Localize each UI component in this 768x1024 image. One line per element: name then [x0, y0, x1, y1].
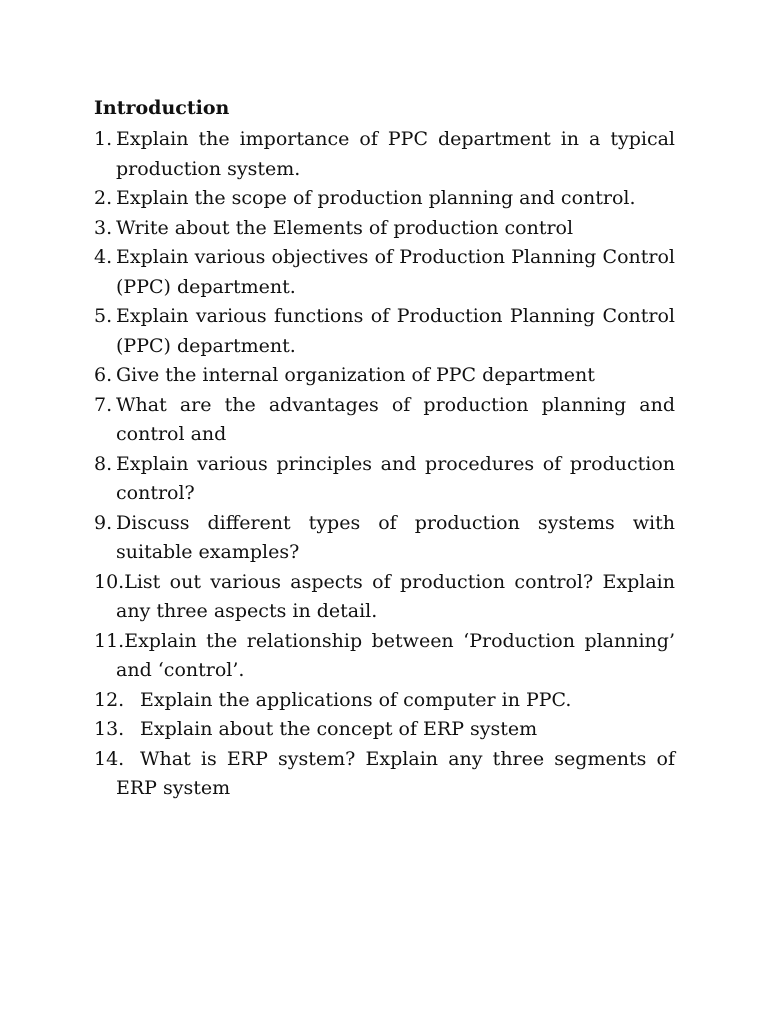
question-item	[94, 715, 675, 745]
question-number: 14.	[94, 747, 125, 770]
question-item	[94, 391, 675, 450]
question-text: Explain the applications of computer in PPC.	[140, 688, 572, 711]
question-item	[94, 627, 675, 686]
question-text: Explain various objectives of Production Planning Control (PPC) department.	[116, 246, 675, 298]
question-text: What is ERP system? Explain any three segments of ERP system	[116, 747, 675, 799]
question-list	[94, 125, 675, 804]
question-number: 1.	[94, 128, 113, 150]
question-text: Discuss different types of production systems with suitable examples?	[116, 511, 675, 563]
question-item	[94, 361, 675, 391]
question-item	[94, 302, 675, 361]
question-text: Explain about the concept of ERP system	[140, 718, 538, 740]
question-number: 12.	[94, 688, 125, 711]
question-text: Give the internal organization of PPC department	[116, 364, 595, 386]
question-text: Explain various functions of Production Planning Control (PPC) department.	[116, 305, 675, 357]
question-number: 8.	[94, 452, 113, 475]
question-number: 2.	[94, 187, 113, 209]
question-item	[94, 745, 675, 804]
question-number: 3.	[94, 216, 113, 239]
question-item	[94, 243, 675, 302]
question-text: What are the advantages of production planning and control and	[116, 393, 675, 445]
question-item	[94, 214, 675, 244]
question-number: 4.	[94, 246, 113, 268]
question-item	[94, 686, 675, 716]
question-number: 9.	[94, 511, 113, 534]
question-number: 6.	[94, 364, 113, 386]
question-text: Explain the importance of PPC department in a typical production system.	[116, 128, 675, 180]
question-number: 13.	[94, 718, 125, 740]
question-item	[94, 509, 675, 568]
question-text: Write about the Elements of production control	[116, 216, 574, 239]
question-number: 5.	[94, 305, 113, 327]
section-heading: Introduction	[94, 97, 230, 119]
question-text: Explain the scope of production planning and control.	[116, 187, 636, 209]
question-text: Explain the relationship between ‘Production planning’ and ‘control’.	[116, 629, 675, 681]
question-item	[94, 568, 675, 627]
question-number: 7.	[94, 393, 113, 416]
question-number: 11.	[94, 629, 125, 652]
question-item	[94, 184, 675, 214]
question-number: 10.	[94, 570, 125, 593]
question-text: List out various aspects of production control? Explain any three aspects in detail.	[116, 570, 675, 622]
question-item	[94, 450, 675, 509]
document-page	[94, 94, 675, 804]
question-item	[94, 125, 675, 184]
question-text: Explain various principles and procedures of production control?	[116, 452, 675, 504]
